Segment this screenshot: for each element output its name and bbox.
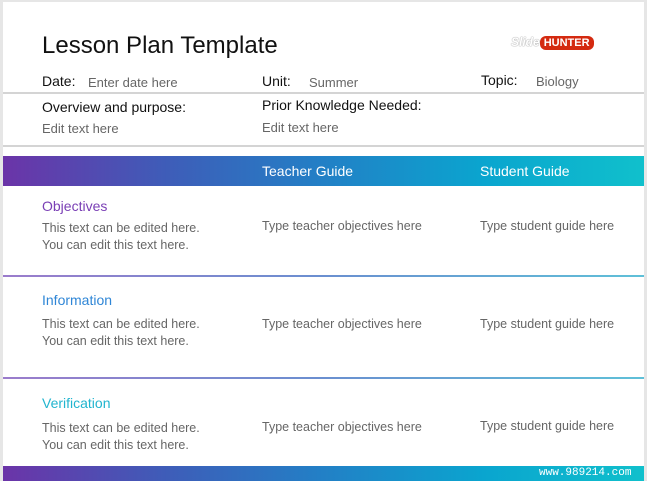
section-title: Objectives	[42, 198, 108, 214]
topic-label: Topic:	[481, 72, 518, 88]
section-text[interactable]: This text can be edited here. You can edit this text here.	[42, 421, 200, 452]
teacher-cell[interactable]: Type teacher objectives here	[262, 317, 422, 331]
date-label: Date:	[42, 73, 76, 89]
student-guide-header: Student Guide	[480, 163, 570, 179]
divider	[3, 275, 644, 277]
watermark: www.989214.com	[539, 467, 632, 479]
section-text[interactable]: This text can be edited here. You can edit this text here.	[42, 221, 200, 252]
teacher-cell[interactable]: Type teacher objectives here	[262, 219, 422, 233]
divider	[3, 377, 644, 379]
student-cell[interactable]: Type student guide here	[480, 219, 615, 233]
header-band	[3, 156, 644, 186]
student-cell[interactable]: Type student guide here	[480, 419, 615, 433]
page-title: Lesson Plan Template	[42, 32, 278, 59]
divider	[3, 145, 644, 147]
divider	[3, 92, 644, 94]
footer-band	[3, 466, 644, 481]
slidehunter-logo: Slide HUNTER	[511, 35, 594, 49]
section-title: Information	[42, 292, 113, 308]
teacher-guide-header: Teacher Guide	[262, 163, 354, 179]
prior-knowledge-field[interactable]: Edit text here	[262, 120, 339, 135]
overview-field[interactable]: Edit text here	[42, 121, 119, 136]
slide	[3, 2, 644, 481]
teacher-cell[interactable]: Type teacher objectives here	[262, 420, 422, 434]
section-text[interactable]: This text can be edited here. You can edit this text here.	[42, 317, 200, 348]
topic-field[interactable]: Biology	[536, 74, 579, 89]
section-title: Verification	[42, 395, 111, 411]
unit-field[interactable]: Summer	[309, 75, 359, 90]
prior-knowledge-label: Prior Knowledge Needed:	[262, 97, 422, 113]
student-cell[interactable]: Type student guide here	[480, 317, 615, 331]
unit-label: Unit:	[262, 73, 291, 89]
overview-label: Overview and purpose:	[42, 99, 186, 115]
date-field[interactable]: Enter date here	[88, 75, 178, 90]
